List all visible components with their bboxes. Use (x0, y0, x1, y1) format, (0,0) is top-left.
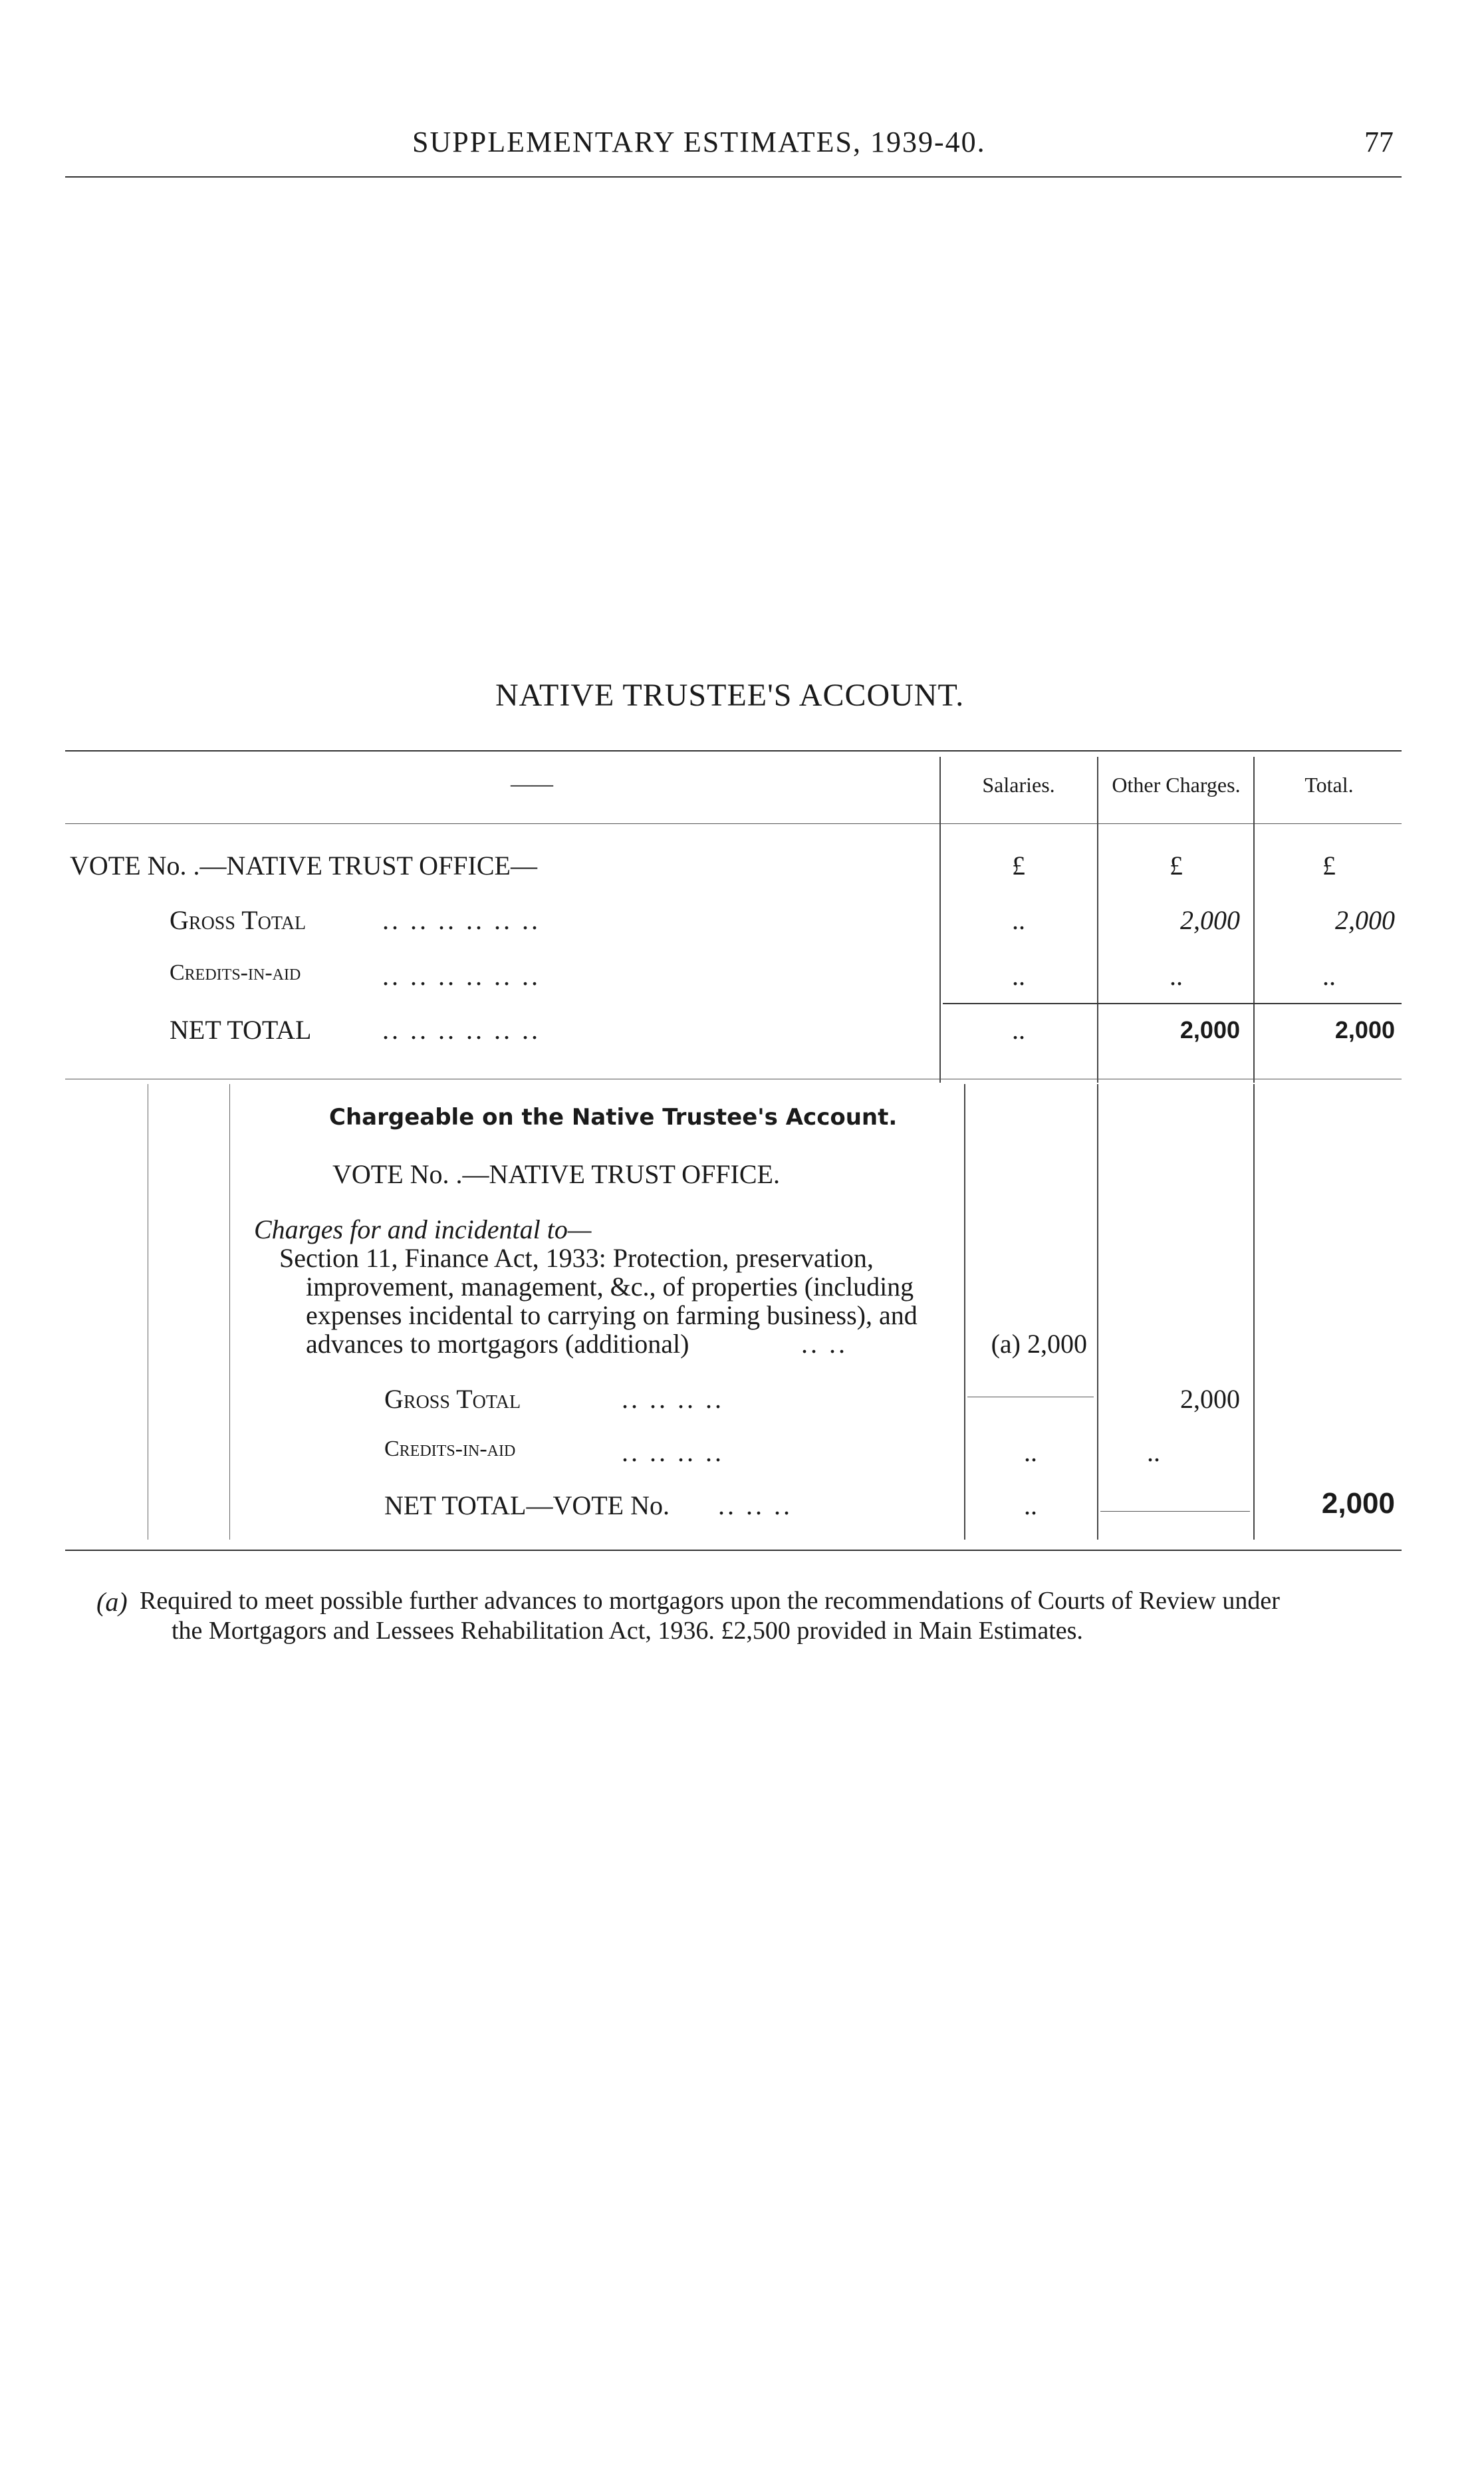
summary-credits-label: Credits-in-aid (170, 960, 301, 985)
item-line-2: improvement, management, &c., of properties (including (306, 1272, 914, 1302)
page-title: NATIVE TRUSTEE'S ACCOUNT. (495, 678, 965, 713)
summary-gross-salaries: .. (1012, 905, 1025, 935)
summary-gross-other: 2,000 (1180, 905, 1240, 935)
detail-col-divider-2 (1097, 1084, 1098, 1540)
col-divider-total (1253, 757, 1255, 1083)
summary-credits-other: .. (1170, 961, 1183, 991)
detail-net-label: NET TOTAL—VOTE No. (384, 1490, 670, 1520)
detail-left-rule-2 (229, 1084, 230, 1540)
detail-heading: Chargeable on the Native Trustee's Account. (329, 1104, 898, 1131)
summary-credits-leaders: .. .. .. .. .. .. (382, 961, 541, 991)
running-title: SUPPLEMENTARY ESTIMATES, 1939-40. (412, 126, 986, 158)
item-leaders: .. .. (801, 1329, 848, 1359)
summary-gross-total: 2,000 (1335, 905, 1395, 935)
detail-vote-line: VOTE No. .—NATIVE TRUST OFFICE. (332, 1159, 780, 1189)
item-line-1: Section 11, Finance Act, 1933: Protection, preservation, (279, 1243, 874, 1273)
col-divider-salaries (939, 757, 941, 1083)
footnote-line-2: the Mortgagors and Lessees Rehabilitation Act, 1936. £2,500 provided in Main Estimates. (172, 1617, 1083, 1645)
currency-total: £ (1322, 851, 1336, 881)
table-top-rule (65, 750, 1402, 752)
footnote-line-1: Required to meet possible further advances to mortgagors upon the recommendations of Courts of Review under (140, 1587, 1280, 1615)
header-rule (65, 176, 1402, 178)
footnote-marker (96, 1586, 128, 1617)
detail-bottom-rule (65, 1550, 1402, 1551)
detail-credits-col2: .. (1147, 1437, 1160, 1467)
item-line-3: expenses incidental to carrying on farming business), and (306, 1300, 918, 1330)
head-other-charges: Other Charges. (1112, 773, 1241, 797)
page-number: 77 (1364, 126, 1394, 158)
summary-net-total: 2,000 (1334, 1016, 1395, 1043)
detail-credits-label: Credits-in-aid (384, 1437, 516, 1461)
head-dash: —— (511, 771, 553, 795)
col-divider-other (1097, 757, 1098, 1083)
currency-other: £ (1170, 851, 1183, 881)
summary-credits-salaries: .. (1012, 961, 1025, 991)
summary-credits-total: .. (1322, 961, 1336, 991)
detail-credits-col1: .. (1024, 1437, 1037, 1467)
table-head-rule (65, 823, 1402, 824)
charges-intro: Charges for and incidental to— (254, 1214, 592, 1244)
item-line-4: advances to mortgagors (additional) (306, 1329, 689, 1359)
detail-net-leaders: .. .. .. (718, 1490, 793, 1520)
detail-col-divider-1 (964, 1084, 965, 1540)
detail-credits-leaders: .. .. .. .. (622, 1437, 724, 1467)
summary-net-leaders: .. .. .. .. .. .. (382, 1015, 541, 1045)
summary-net-salaries: .. (1012, 1015, 1025, 1045)
detail-net-rule (1100, 1511, 1250, 1512)
head-salaries: Salaries. (982, 773, 1055, 797)
detail-gross-leaders: .. .. .. .. (622, 1384, 724, 1414)
detail-gross-label: Gross Total (384, 1384, 521, 1414)
currency-salaries: £ (1012, 851, 1025, 881)
summary-gross-label: Gross Total (170, 905, 307, 935)
detail-net-col1: .. (1024, 1490, 1037, 1520)
summary-gross-leaders: .. .. .. .. .. .. (382, 905, 541, 935)
detail-gross-value: 2,000 (1180, 1384, 1240, 1414)
detail-net-total: 2,000 (1321, 1487, 1395, 1520)
head-total: Total. (1304, 773, 1354, 797)
footnote-marker-text: (a) (96, 1587, 128, 1617)
item-amount: (a) 2,000 (991, 1329, 1087, 1359)
summary-net-label: NET TOTAL (170, 1015, 312, 1045)
detail-col-divider-3 (1253, 1084, 1255, 1540)
net-total-rule (943, 1003, 1402, 1004)
summary-net-other: 2,000 (1179, 1016, 1240, 1043)
summary-vote-line: VOTE No. .—NATIVE TRUST OFFICE— (70, 851, 537, 881)
